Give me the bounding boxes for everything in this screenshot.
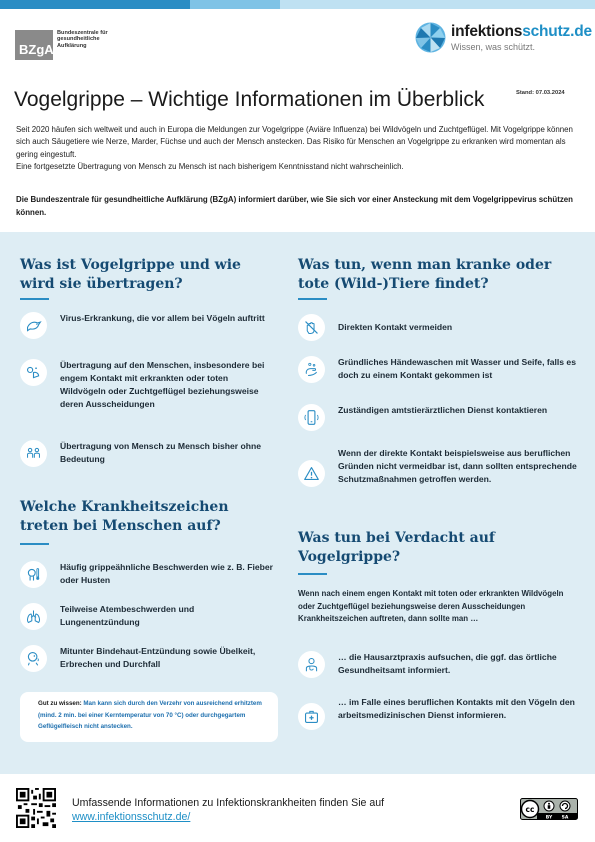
virus-transmission-icon [20,359,47,386]
good-to-know-note [20,692,278,742]
list-item [20,603,275,630]
license-sa-label: SA [561,815,569,820]
infektionsschutz-logo [415,22,592,53]
list-item-text: … die Hausarztpraxis aufsuchen, die ggf. das örtliche Gesundheitsamt informiert. [338,652,557,676]
brand-tagline: Wissen, was schützt. [451,41,536,52]
heading-rule [20,298,49,300]
heading-rule [298,573,327,575]
list-item [20,440,275,467]
list-item [20,645,275,672]
list-item-text: Zuständigen amtstierärztlichen Dienst kontaktieren [338,405,548,415]
list-item-text: Häufig grippeähnliche Beschwerden wie z. B. Fieber oder Husten [60,562,273,586]
list-item-text: Gründliches Händewaschen mit Wasser und Seife, falls es doch zu einem Kontakt gekommen ist [338,357,576,381]
list-item-text: Teilweise Atembeschwerden und Lungenentzündung [60,604,195,628]
heading-rule [20,543,49,545]
list-item-text: Mitunter Bindehaut-Entzündung sowie Übelkeit, Erbrechen und Durchfall [60,646,256,670]
warning-icon [298,460,325,487]
cc-license-icon [520,798,578,820]
phone-icon [298,404,325,431]
intro-text [16,124,582,173]
list-item [298,356,578,383]
people-crossed-icon [20,440,47,467]
list-item-text: Wenn der direkte Kontakt beispielsweise aus beruflichen Gründen nicht vermeidbar ist, dann sollten entsprechende Schutzmaßnahmen getroffen werden. [338,448,577,485]
list-item [298,447,578,487]
globe-logo-icon [415,22,446,53]
top-color-bar [0,0,595,9]
website-link[interactable]: www.infektionsschutz.de/ [72,811,191,823]
footer-text [72,796,412,824]
list-item [20,312,275,339]
top-bar-segment [0,0,190,9]
list-item-text: Direkten Kontakt vermeiden [338,322,453,332]
top-bar-segment [280,0,595,9]
page-title: Vogelgrippe – Wichtige Informationen im Überblick [14,88,485,111]
bzga-org-name: Bundeszentrale für gesundheitliche Aufklärung [57,30,108,49]
list-item-text: Virus-Erkrankung, die vor allem bei Vögeln auftritt [60,313,265,323]
list-item [298,651,578,678]
note-text: Man kann sich durch den Verzehr von ausreichend erhitztem (mind. 2 min. bei einer Kerntemperatur von 70 °C) oder durchgegartem Geflügelfleisch nicht anstecken. [38,700,262,730]
section-heading-transmission: Was ist Vogelgrippe und wie wird sie übertragen? [20,257,241,292]
license-by-label: BY [545,815,553,820]
qr-code-icon[interactable] [16,788,56,828]
section-heading-found-animals: Was tun, wenn man kranke oder tote (Wild-)Tiere findet? [298,257,552,292]
top-bar-segment [190,0,280,9]
list-item-text: Übertragung auf den Menschen, insbesondere bei engem Kontakt mit erkrankten oder toten Wildvögeln oder Zuchtgeflügel beziehungsweise deren Ausscheidungen [60,360,265,410]
doctor-icon [298,651,325,678]
bird-icon [20,312,47,339]
list-item [298,314,578,341]
intro-paragraph-2: Eine fortgesetzte Übertragung von Mensch zu Mensch ist nach bisherigem Kenntnisstand nicht wahrscheinlich. [16,161,404,171]
brand-name-part1: infektions [451,22,523,40]
fever-icon [20,561,47,588]
sick-person-icon [20,645,47,672]
intro-bold-text: Die Bundeszentrale für gesundheitliche Aufklärung (BZgA) informiert darüber, wie Sie sich vor einer Ansteckung mit dem Vogelgrippevirus schützen können. [16,195,573,217]
list-item [298,696,578,730]
svg-text:cc: cc [525,804,535,814]
list-item [20,561,275,588]
brand-name [451,24,592,40]
list-item-text: Übertragung von Mensch zu Mensch bisher ohne Bedeutung [60,441,262,465]
note-label: Gut zu wissen: [38,700,82,707]
heading-rule [298,298,327,300]
list-item-text: … im Falle eines beruflichen Kontakts mit den Vögeln den arbeitsmedizinischen Dienst informieren. [338,697,575,721]
bzga-logo-mark: BZgA [15,30,53,60]
lungs-icon [20,603,47,630]
list-item [298,404,578,431]
handwashing-icon [298,356,325,383]
footer-info: Umfassende Informationen zu Infektionskrankheiten finden Sie auf [72,797,385,809]
date-stamp: Stand: 07.03.2024 [516,90,565,96]
brand-name-part2: schutz.de [522,22,592,40]
medical-kit-icon [298,703,325,730]
section-heading-suspicion: Was tun bei Verdacht auf Vogelgrippe? [298,530,495,565]
list-item [20,359,275,411]
intro-paragraph: Seit 2020 häufen sich weltweit und auch in Europa die Meldungen zur Vogelgrippe (Aviäre Influenza) bei Wildvögeln und Zuchtgeflügel. Mit Vogelgrippe können sich auch Säugetiere wie Nerze, Marder, Füchse und auch der Mensch anstecken. Das Risiko für Menschen an Vogelgrippe zu erkranken wird momentan als gering eingestuft. [16,125,573,159]
no-touch-icon [298,314,325,341]
section-heading-symptoms: Welche Krankheitszeichen treten bei Menschen auf? [20,499,229,534]
bzga-logo [15,30,127,60]
suspicion-paragraph: Wenn nach einem engen Kontakt mit toten oder erkrankten Wildvögeln oder Zuchtgeflügel beziehungsweise deren Ausscheidungen Krankheitszeichen auftreten, dann sollte man … [298,589,564,624]
